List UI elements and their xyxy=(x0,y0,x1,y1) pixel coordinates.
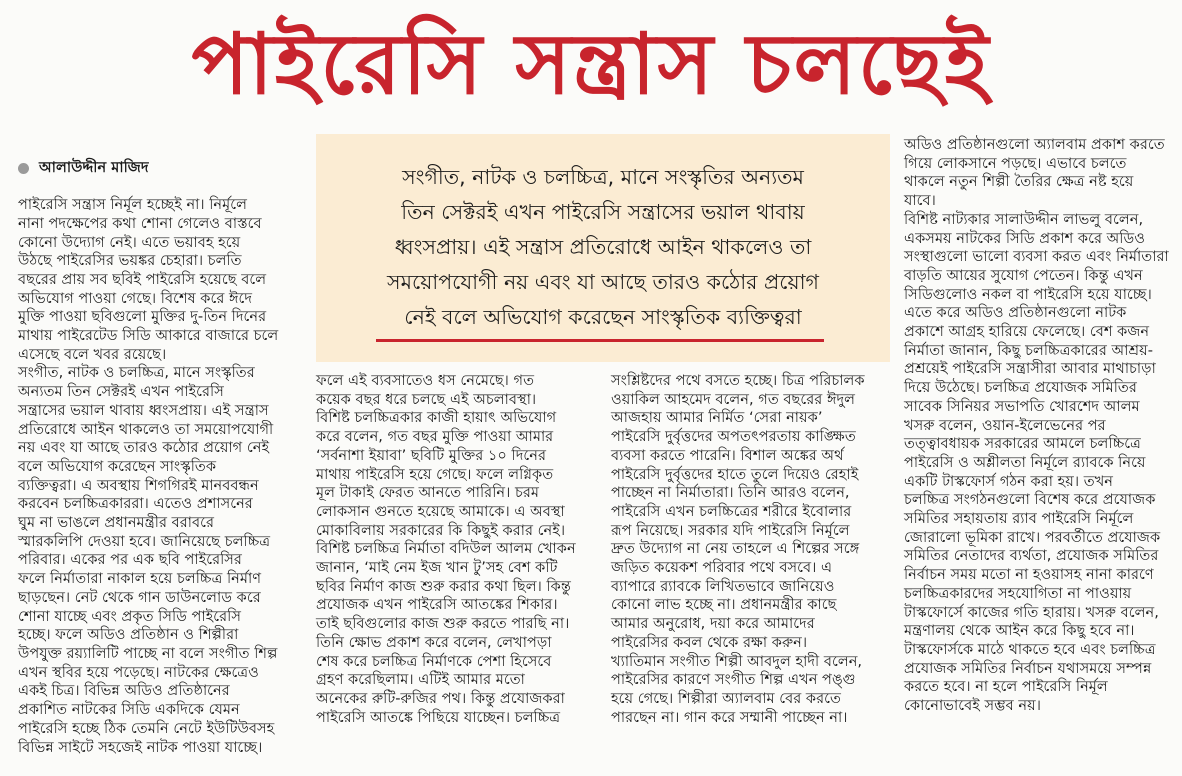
column-4-text: অডিও প্রতিষ্ঠানগুলো অ্যালবাম প্রকাশ করতে গিয়ে লোকসানে পড়ছে। এভাবে চলতে থাকলে নতুন শিল্পী তৈরির ক্ষেত্র নষ্ট হয়ে যাবে। বিশিষ্ট নাট্যকার সালাউদ্দীন লাভলু বলেন, একসময় নাটকের সিডি প্রকাশ করে অডিও সংস্থাগুলো ভালো ব্যবসা করত এবং নির্মাতারা বাড়তি আয়ের সুযোগ পেতেন। কিন্তু এখন সিডিগুলোও নকল বা পাইরেসি হয়ে যাচ্ছে। এতে করে অডিও প্রতিষ্ঠানগুলো নাটক প্রকাশে আগ্রহ হারিয়ে ফেলেছে। বেশ কজন নির্মাতা জানান, কিছু চলচ্চিত্রকারের আশ্রয়- প্রশ্রয়েই পাইরেসি সন্ত্রাসীরা আবার মাথাচাড়া দিয়ে উঠেছে। চলচ্চিত্র প্রযোজক সমিতির সাবেক সিনিয়র সভাপতি খোরশেদ আলম খসরু বলেন, ওয়ান-ইলেভেনের পর তত্ত্বাবধায়ক সরকারের আমলে চলচ্চিত্রে পাইরেসি ও অশ্লীলতা নির্মূলে র‌্যাবকে নিয়ে একটি টাস্কফোর্স গঠন করা হয়। তখন চলচ্চিত্র সংগঠনগুলো বিশেষ করে প্রযোজক সমিতির সহায়তায় র‌্যাব পাইরেসি নির্মূলে জোরালো ভূমিকা রাখে। পরবর্তীতে প্রযোজক সমিতির নেতাদের ব্যর্থতা, প্রযোজক সমিতির নির্বাচন সময় মতো না হওয়াসহ নানা কারণে চলচ্চিত্রকারদের সহযোগিতা না পাওয়ায় টাস্কফোর্সে কাজের গতি হারায়। খসরু বলেন, মন্ত্রণালয় থেকে আইন করে কিছু হবে না। টাস্কফোর্সকে মাঠে থাকতে হবে এবং চলচ্চিত্র প্রযোজক সমিতির নির্বাচন যথাসময়ে সম্পন্ন করতে হবে। না হলে পাইরেসি নির্মূল কোনোভাবেই সম্ভব নয়। xyxy=(904,136,1169,715)
column-1 xyxy=(18,140,300,756)
headline: পাইরেসি সন্ত্রাস চলছেই xyxy=(191,15,991,113)
author-name: আলাউদ্দীন মাজিদ xyxy=(39,158,149,176)
column-2-text: ফলে এই ব্যবসাতেও ধস নেমেছে। গত কয়েক বছর ধরে চলছে এই অচলাবস্থা। বিশিষ্ট চলচ্চিত্রকার কাজী হায়াৎ অভিযোগ করে বলেন, গত বছর মুক্তি পাওয়া আমার ‘সর্বনাশা ইয়াবা’ ছবিটি মুক্তির ১০ দিনের মাথায় পাইরেসি হয়ে গেছে। ফলে লগ্নিকৃত মূল টাকাই ফেরত আনতে পারিনি। চরম লোকসান গুনতে হয়েছে আমাকে। এ অবস্থা মোকাবিলায় সরকারের কি কিছুই করার নেই। বিশিষ্ট চলচ্চিত্র নির্মাতা বদিউল আলম খোকন জানান, ‘মাই নেম ইজ খান টু’সহ বেশ কটি ছবির নির্মাণ কাজ শুরু করার কথা ছিল। কিন্তু প্রযোজক এখন পাইরেসি আতঙ্কের শিকার। তাই ছবিগুলোর কাজ শুরু করতে পারছি না। তিনি ক্ষোভ প্রকাশ করে বলেন, লেখাপড়া শেষ করে চলচ্চিত্র নির্মাণকে পেশা হিসেবে গ্রহণ করেছিলাম। এটিই আমার মতো অনেকের রুটি-রুজির পথ। কিন্তু প্রযোজকরা পাইরেসি আতঙ্কে পিছিয়ে যাচ্ছেন। চলচ্চিত্র xyxy=(316,372,576,726)
pull-quote-box xyxy=(316,134,890,362)
column-1-text: পাইরেসি সন্ত্রাস নির্মূল হচ্ছেই না। নির্মূলে নানা পদক্ষেপের কথা শোনা গেলেও বাস্তবে কোনো উদ্যোগ নেই। এতে ভয়াবহ হয়ে উঠছে পাইরেসির ভয়ঙ্কর চেহারা। চলতি বছরের প্রায় সব ছবিই পাইরেসি হয়েছে বলে অভিযোগ পাওয়া গেছে। বিশেষ করে ঈদে মুক্তি পাওয়া ছবিগুলো মুক্তির দু-তিন দিনের মাথায় পাইরেটেড সিডি আকারে বাজারে চলে এসেছে বলে খবর রয়েছে। সংগীত, নাটক ও চলচ্চিত্র, মানে সংস্কৃতির অন্যতম তিন সেক্টরই এখন পাইরেসি সন্ত্রাসের ভয়াল থাবায় ধ্বংসপ্রায়। এই সন্ত্রাস প্রতিরোধে আইন থাকলেও তা সময়োপযোগী নয় এবং যা আছে তারও কঠোর প্রয়োগ নেই বলে অভিযোগ করেছেন সাংস্কৃতিক ব্যক্তিত্বরা। এ অবস্থায় শিগগিরই মানববন্ধন করবেন চলচ্চিত্রকাররা। এতেও প্রশাসনের ঘুম না ভাঙলে প্রধানমন্ত্রীর বরাবরে স্মারকলিপি দেওয়া হবে। জানিয়েছে চলচ্চিত্র পরিবার। একের পর এক ছবি পাইরেসির ফলে নির্মাতারা নাকাল হয়ে চলচ্চিত্র নির্মাণ ছাড়ছেন। নেট থেকে গান ডাউনলোড করে শোনা যাচ্ছে এবং প্রকৃত সিডি পাইরেসি হচ্ছে। ফলে অডিও প্রতিষ্ঠান ও শিল্পীরা উপযুক্ত রয়্যালিটি পাচ্ছে না বলে সংগীত শিল্প এখন স্থবির হয়ে পড়েছে। নাটকের ক্ষেত্রেও একই চিত্র। বিভিন্ন অডিও প্রতিষ্ঠানের প্রকাশিত নাটকের সিডি একদিকে যেমন পাইরেসি হচ্ছে ঠিক তেমনি নেটে ইউটিউবসহ বিভিন্ন সাইটে সহজেই নাটক পাওয়া যাচ্ছে। xyxy=(18,196,279,756)
pull-quote-text: সংগীত, নাটক ও চলচ্চিত্র, মানে সংস্কৃতির অন্যতম তিন সেক্টরই এখন পাইরেসি সন্ত্রাসের ভয়াল থাবায় ধ্বংসপ্রায়। এই সন্ত্রাস প্রতিরোধে আইন থাকলেও তা সময়োপযোগী নয় এবং যা আছে তারও কঠোর প্রয়োগ নেই বলে অভিযোগ করেছেন সাংস্কৃতিক ব্যক্তিত্বরা xyxy=(387,165,819,329)
bullet-dot-icon xyxy=(18,163,29,174)
column-3-text: সংশ্লিষ্টদের পথে বসতে হচ্ছে। চিত্র পরিচালক ওয়াকিল আহমেদ বলেন, গত বছরের ঈদুল আজহায় আমার নির্মিত ‘সেরা নায়ক’ পাইরেসি দুর্বৃত্তদের অপতৎপরতায় কাঙ্ক্ষিত ব্যবসা করতে পারেনি। বিশাল অঙ্কের অর্থ পাইরেসি দুর্বৃত্তদের হাতে তুলে দিয়েও রেহাই পাচ্ছেন না নির্মাতারা। তিনি আরও বলেন, পাইরেসি এখন চলচ্চিত্রের শরীরে ইবোলার রূপ নিয়েছে। সরকার যদি পাইরেসি নির্মূলে দ্রুত উদ্যোগ না নেয় তাহলে এ শিল্পের সঙ্গে জড়িত কয়েকশ পরিবার পথে বসবে। এ ব্যাপারে র‌্যাবকে লিখিতভাবে জানিয়েও কোনো লাভ হচ্ছে না। প্রধানমন্ত্রীর কাছে আমার অনুরোধ, দয়া করে আমাদের পাইরেসির কবল থেকে রক্ষা করুন। খ্যাতিমান সংগীত শিল্পী আবদুল হাদী বলেন, পাইরেসির কারণে সংগীত শিল্প এখন পঙ্গু হয়ে গেছে। শিল্পীরা অ্যালবাম বের করতে পারছেন না। গান করে সম্মানী পাচ্ছেন না। xyxy=(611,372,865,726)
pull-quote-rule xyxy=(376,339,824,342)
byline xyxy=(18,159,300,178)
